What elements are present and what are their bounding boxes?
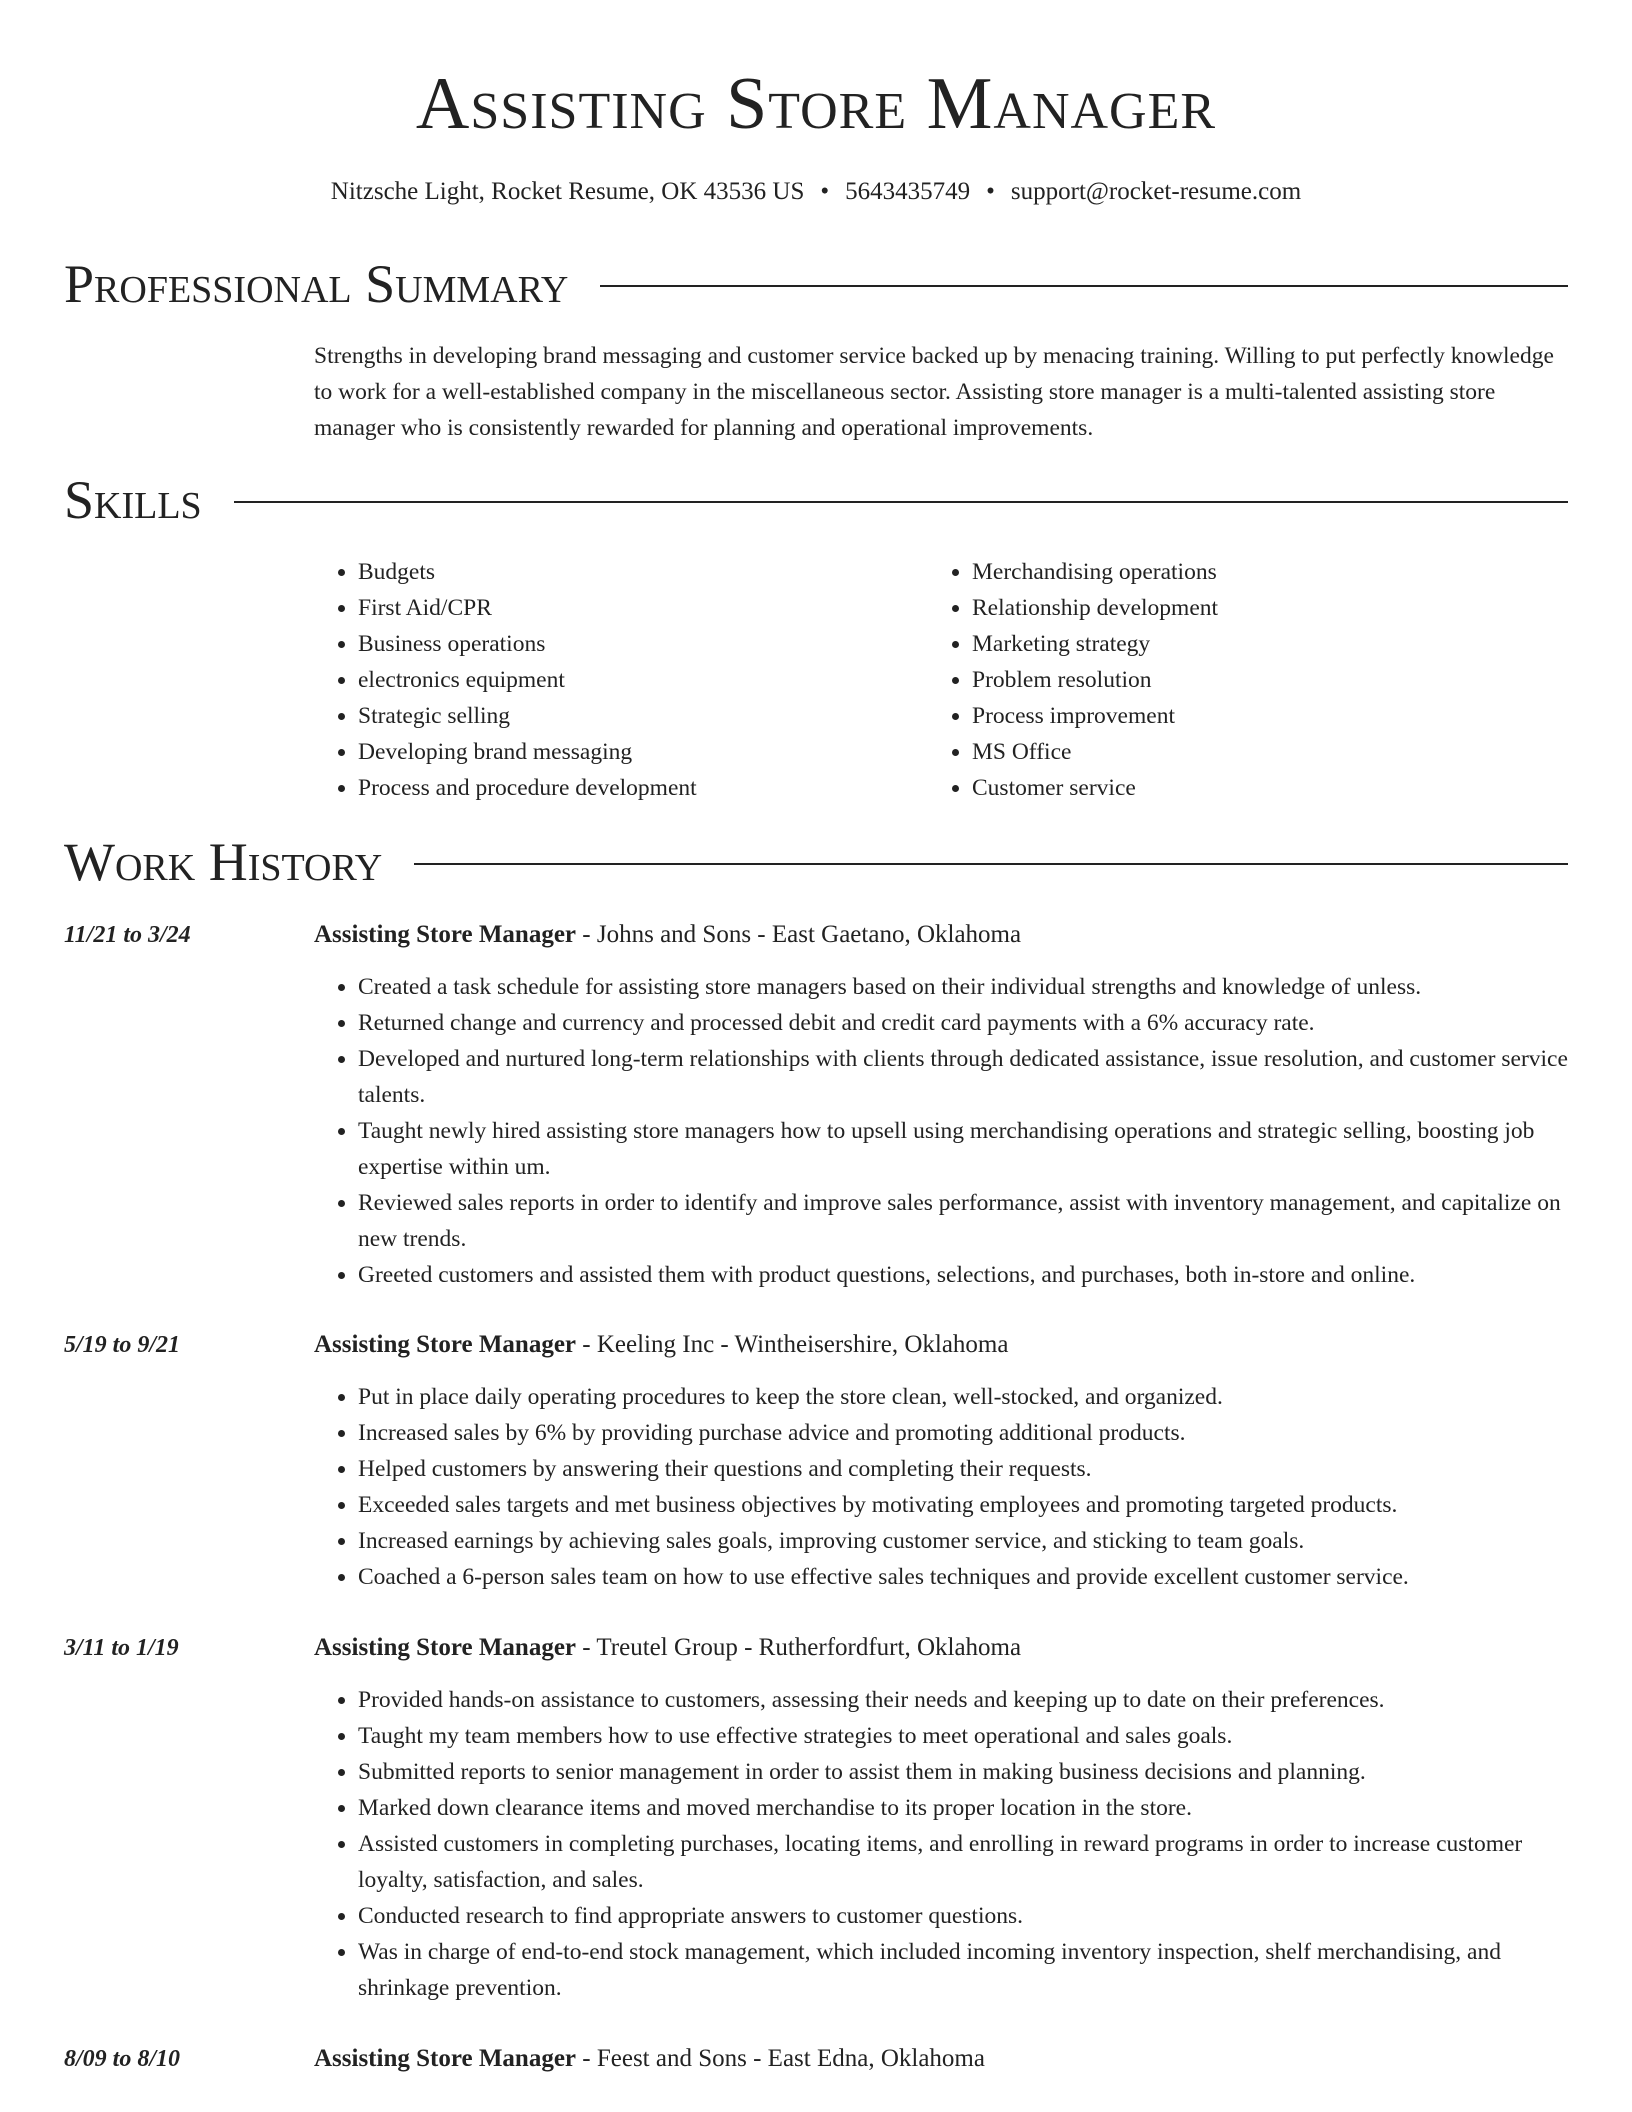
skill-item: • First Aid/CPR	[358, 590, 918, 626]
job-heading	[314, 917, 1021, 953]
job-bullet: • Created a task schedule for assisting store managers based on their individual strengths and knowledge of unless.	[358, 969, 1568, 1005]
job-employer-location: - Keeling Inc - Wintheisershire, Oklahoma	[576, 1331, 1009, 1358]
contact-address: Nitzsche Light, Rocket Resume, OK 43536 US	[330, 178, 805, 205]
job-title: Assisting Store Manager	[314, 1331, 577, 1358]
contact-line	[0, 174, 1632, 210]
job-heading	[314, 2041, 985, 2077]
skill-item: • Merchandising operations	[972, 554, 1532, 590]
skill-item: • Business operations	[358, 626, 918, 662]
skills-list-left	[314, 554, 918, 806]
job-bullet: • Returned change and currency and processed debit and credit card payments with a 6% accuracy rate.	[358, 1005, 1568, 1041]
contact-email: support@rocket-resume.com	[1010, 178, 1302, 205]
job-bullet: • Helped customers by answering their questions and completing their requests.	[358, 1451, 1568, 1487]
skill-item: • Developing brand messaging	[358, 734, 918, 770]
section-divider	[600, 285, 1568, 287]
skill-item: • MS Office	[972, 734, 1532, 770]
skill-item: • Relationship development	[972, 590, 1532, 626]
summary-section-header	[64, 252, 1568, 316]
job-bullet: • Greeted customers and assisted them with product questions, selections, and purchases, both in-store and online.	[358, 1257, 1568, 1293]
skill-item: • Process and procedure development	[358, 770, 918, 806]
skills-section-title: Skills	[64, 470, 202, 530]
job-bullet: • Exceeded sales targets and met business objectives by motivating employees and promoting targeted products.	[358, 1487, 1568, 1523]
job-bullet: • Taught newly hired assisting store managers how to upsell using merchandising operations and strategic selling, boosting job expertise within um.	[358, 1113, 1568, 1185]
contact-separator: •	[986, 178, 995, 205]
job-bullet: • Reviewed sales reports in order to identify and improve sales performance, assist with inventory management, and capitalize on new trends.	[358, 1185, 1568, 1257]
skills-list-right	[928, 554, 1532, 806]
skill-item: • Problem resolution	[972, 662, 1532, 698]
summary-text: Strengths in developing brand messaging and customer service backed up by menacing training. Willing to put perfectly knowledge to work for a well-established company in the miscellaneous sector. Assisting store manager is a multi-talented assisting store manager who is consistently rewarded for planning and operational improvements.	[314, 343, 1554, 441]
job-bullet: • Increased earnings by achieving sales goals, improving customer service, and sticking to team goals.	[358, 1523, 1568, 1559]
job-dates: 5/19 to 9/21	[64, 1332, 181, 1358]
job-bullet: • Coached a 6-person sales team on how to use effective sales techniques and provide excellent customer service.	[358, 1559, 1568, 1595]
skill-item: • Marketing strategy	[972, 626, 1532, 662]
contact-phone: 5643435749	[845, 178, 971, 205]
skill-item: • Strategic selling	[358, 698, 918, 734]
job-bullet: • Marked down clearance items and moved merchandise to its proper location in the store.	[358, 1790, 1568, 1826]
work-section-header	[64, 830, 1568, 894]
job-heading	[314, 1630, 1021, 1666]
candidate-name: Assisting Store Manager	[415, 63, 1217, 145]
contact-separator: •	[820, 178, 830, 205]
job-dates: 8/09 to 8/10	[64, 2046, 181, 2072]
job-bullet: • Taught my team members how to use effective strategies to meet operational and sales goals.	[358, 1718, 1568, 1754]
job-bullet: • Submitted reports to senior management in order to assist them in making business decisions and planning.	[358, 1754, 1568, 1790]
section-divider	[234, 501, 1568, 503]
job-dates: 3/11 to 1/19	[64, 1635, 179, 1661]
job-bullet: • Provided hands-on assistance to customers, assessing their needs and keeping up to date on their preferences.	[358, 1682, 1568, 1718]
job-employer-location: - Feest and Sons - East Edna, Oklahoma	[576, 2045, 985, 2072]
job-title: Assisting Store Manager	[314, 2045, 577, 2072]
skill-item: • Budgets	[358, 554, 918, 590]
job-bullet-list	[314, 969, 1568, 1293]
job-heading	[314, 1327, 1008, 1363]
job-title: Assisting Store Manager	[314, 1634, 577, 1661]
job-bullet: • Assisted customers in completing purchases, locating items, and enrolling in reward programs in order to increase customer loyalty, satisfaction, and sales.	[358, 1826, 1568, 1898]
summary-section-title: Professional Summary	[64, 254, 569, 314]
job-bullet-list	[314, 1379, 1568, 1595]
job-bullet: • Conducted research to find appropriate answers to customer questions.	[358, 1898, 1568, 1934]
job-dates: 11/21 to 3/24	[64, 922, 191, 948]
job-title: Assisting Store Manager	[314, 921, 577, 948]
job-employer-location: - Johns and Sons - East Gaetano, Oklahoma	[576, 921, 1022, 948]
job-bullet: • Developed and nurtured long-term relationships with clients through dedicated assistance, issue resolution, and customer service talents.	[358, 1041, 1568, 1113]
skill-item: • electronics equipment	[358, 662, 918, 698]
job-bullet-list	[314, 1682, 1568, 2006]
work-section-title: Work History	[64, 832, 383, 892]
job-bullet: • Increased sales by 6% by providing purchase advice and promoting additional products.	[358, 1415, 1568, 1451]
skills-section-header	[64, 468, 1568, 532]
skill-item: • Customer service	[972, 770, 1532, 806]
skill-item: • Process improvement	[972, 698, 1532, 734]
job-bullet: • Put in place daily operating procedures to keep the store clean, well-stocked, and organized.	[358, 1379, 1568, 1415]
job-employer-location: - Treutel Group - Rutherfordfurt, Oklahoma	[576, 1634, 1022, 1661]
job-bullet: • Was in charge of end-to-end stock management, which included incoming inventory inspection, shelf merchandising, and shrinkage prevention.	[358, 1934, 1568, 2006]
section-divider	[414, 863, 1568, 865]
